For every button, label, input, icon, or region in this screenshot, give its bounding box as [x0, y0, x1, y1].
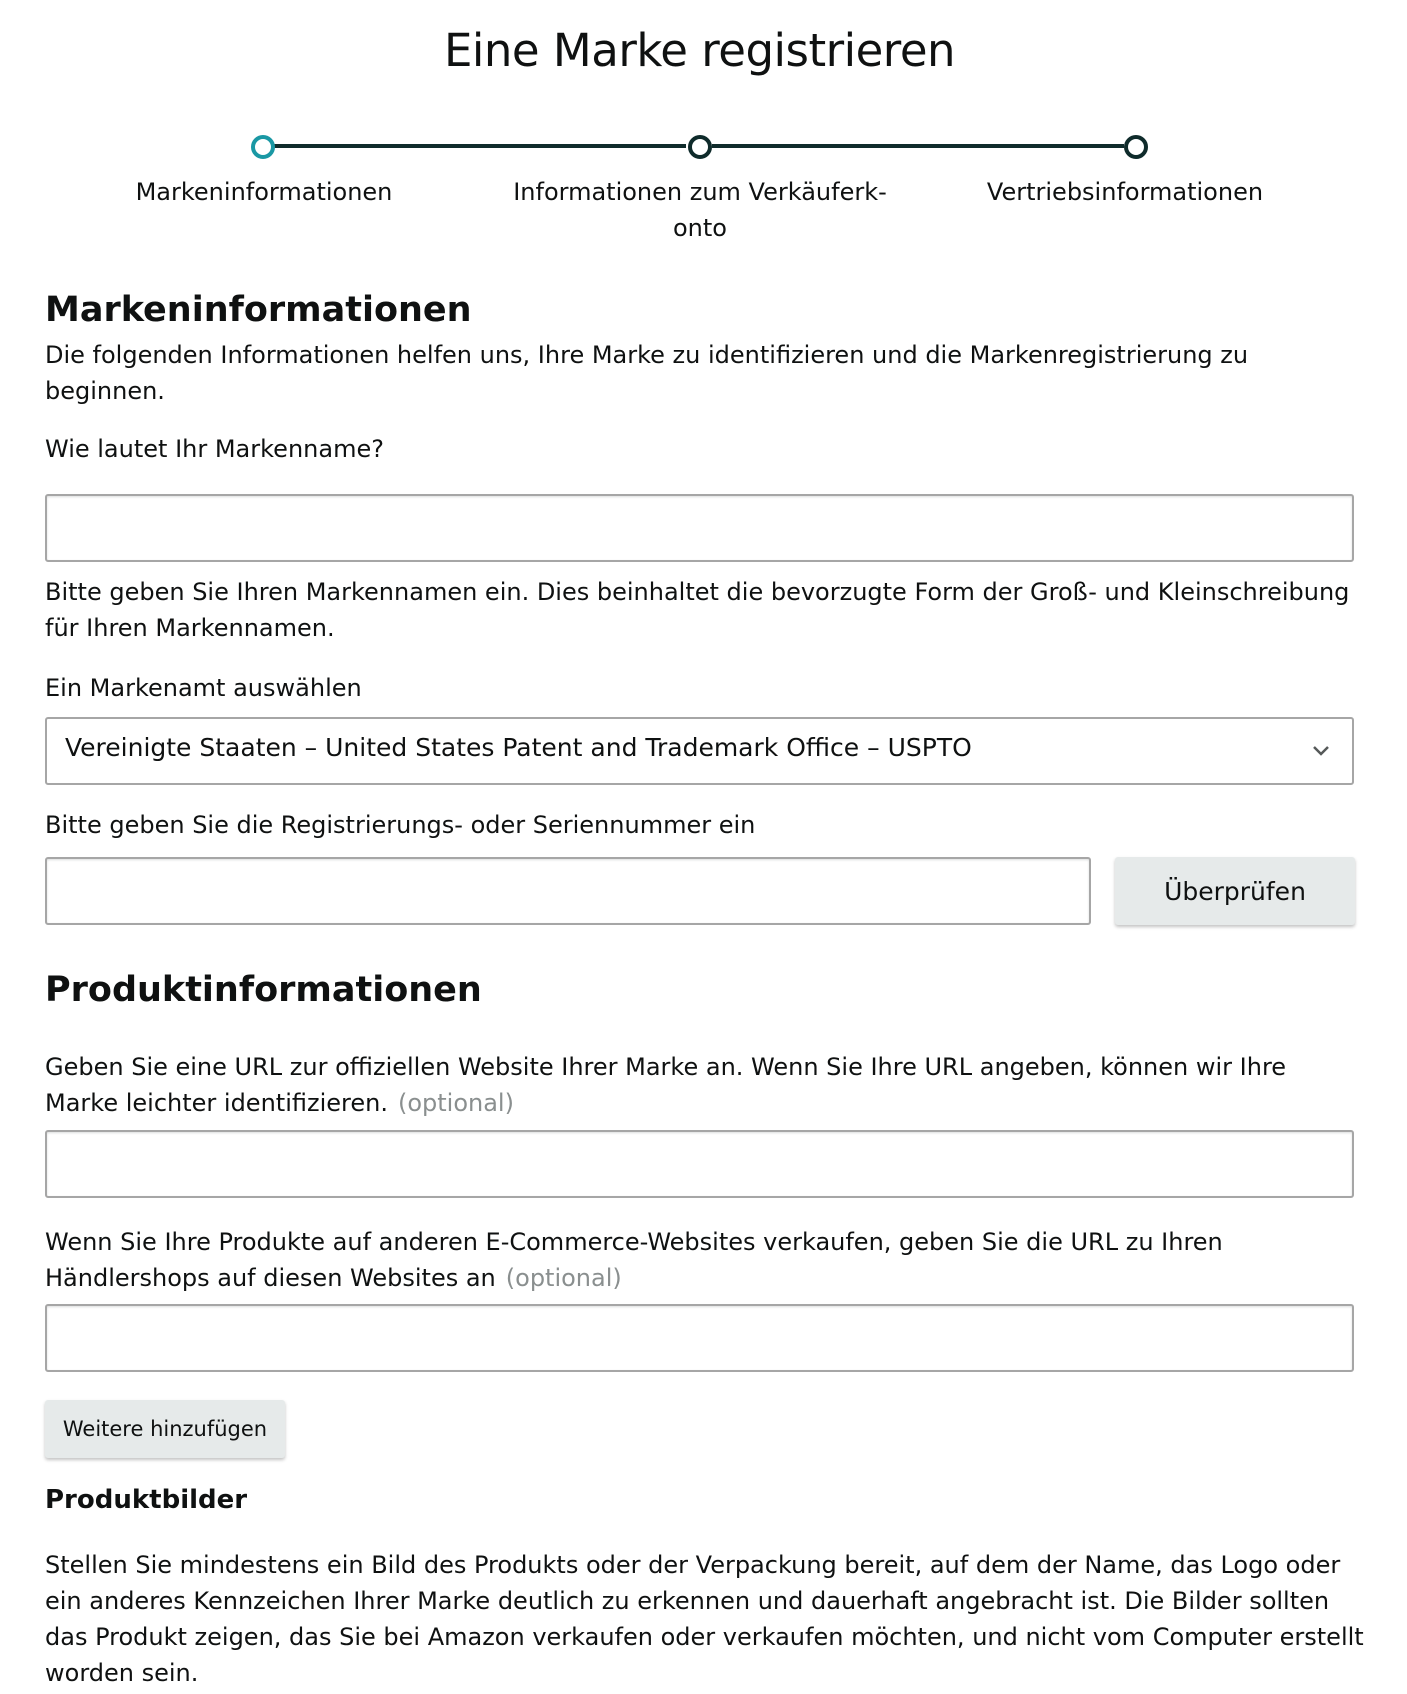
stepper-connector [274, 144, 686, 148]
step-3-indicator [1124, 135, 1148, 159]
trademark-office-selected-value: Vereinigte Staaten – United States Patent and Trademark Office – USPTO [65, 733, 972, 762]
step-2-indicator [688, 135, 712, 159]
step-3-label: Vertriebsinformationen [986, 178, 1264, 206]
page-title: Eine Marke registrieren [443, 24, 956, 77]
brand-name-label: Wie lautet Ihr Markenname? [45, 435, 384, 463]
website-url-label [45, 1049, 1365, 1121]
website-optional-tag: (optional) [397, 1089, 514, 1117]
progress-stepper [0, 131, 1407, 261]
step-2-label [510, 174, 890, 246]
step-2-label-line-1: Informationen zum Verkäuferk- [513, 178, 887, 206]
product-images-text: Stellen Sie mindestens ein Bild des Produkts oder der Verpackung bereit, auf dem der Name, das Logo oder ein anderes Kennzeichen Ihrer Marke deutlich zu erkennen und dauerhaft angebracht ist. Die Bilder sollten das Produkt zeigen, das Sie bei Amazon verkaufen oder verkaufen möchten, und nicht vom Computer erstellt worden sein. [45, 1551, 1364, 1687]
brand-name-help-text: Bitte geben Sie Ihren Markennamen ein. Dies beinhaltet die bevorzugte Form der Groß- und Kleinschreibung für Ihren Markennamen. [45, 578, 1350, 642]
ecommerce-url-label-text: Wenn Sie Ihre Produkte auf anderen E-Commerce-Websites verkaufen, geben Sie die URL zu Ihren Händlershops auf diesen Websites an [45, 1228, 1223, 1292]
registration-number-label: Bitte geben Sie die Registrierungs- oder Seriennummer ein [45, 811, 756, 839]
stepper-connector [712, 144, 1124, 148]
step-1-label: Markeninformationen [135, 178, 393, 206]
chevron-down-icon [1312, 741, 1330, 759]
product-section-heading: Produktinformationen [45, 970, 482, 1010]
brand-section-intro: Die folgenden Informationen helfen uns, Ihre Marke zu identifizieren und die Markenregistrierung zu beginnen. [45, 341, 1249, 405]
trademark-office-select[interactable] [45, 717, 1354, 785]
verify-button[interactable]: Überprüfen [1115, 857, 1355, 925]
step-2-label-line-2: onto [673, 214, 727, 242]
product-images-heading: Produktbilder [45, 1485, 248, 1515]
step-1-indicator [251, 135, 275, 159]
brand-section-heading: Markeninformationen [45, 290, 472, 330]
ecommerce-url-label [45, 1224, 1365, 1296]
brand-name-input[interactable] [45, 494, 1354, 562]
ecommerce-url-input[interactable] [45, 1304, 1354, 1372]
website-url-label-text: Geben Sie eine URL zur offiziellen Website Ihrer Marke an. Wenn Sie Ihre URL angeben, können wir Ihre Marke leichter identifizieren. [45, 1053, 1287, 1117]
trademark-office-label: Ein Markenamt auswählen [45, 674, 362, 702]
ecommerce-optional-tag: (optional) [505, 1264, 622, 1292]
add-more-button[interactable]: Weitere hinzufügen [45, 1400, 285, 1458]
registration-number-input[interactable] [45, 857, 1091, 925]
website-url-input[interactable] [45, 1130, 1354, 1198]
